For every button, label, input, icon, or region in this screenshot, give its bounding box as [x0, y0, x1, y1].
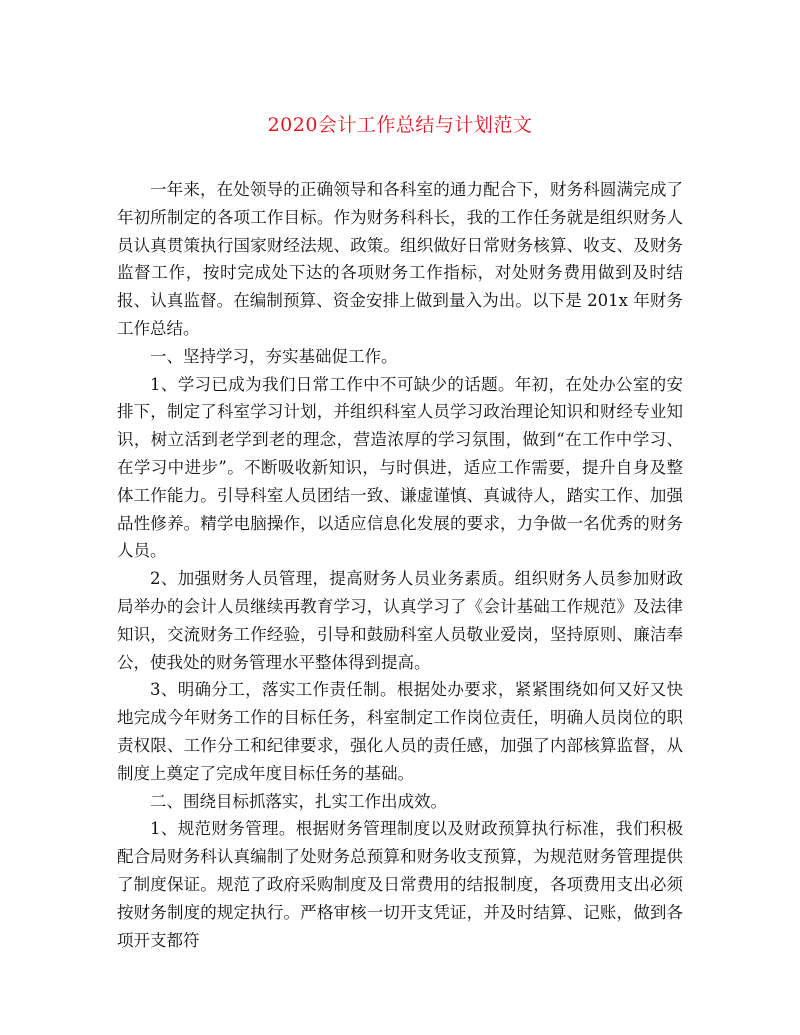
- section-heading-1: 一、坚持学习，夯实基础促工作。: [150, 346, 398, 366]
- paragraph-1-3: 3、明确分工，落实工作责任制。根据处办要求，紧紧围绕如何又好又快地完成今年财务工作的目标任务，科室制定工作岗位责任，明确人员岗位的职责权限、工作分工和纪律要求，强化人员的责任感，加强了内部核算监督，从制度上奠定了完成年度目标任务的基础。: [117, 680, 683, 783]
- document-title: 2020会计工作总结与计划范文: [267, 114, 533, 136]
- paragraph-1-1: 1、学习已成为我们日常工作中不可缺少的话题。年初，在处办公室的安排下，制定了科室学习计划，并组织科室人员学习政治理论知识和财经专业知识，树立活到老学到老的理念，营造浓厚的学习氛围，做到“在工作中学习、在学习中进步”。不断吸收新知识，与时俱进，适应工作需要，提升自身及整体工作能力。引导科室人员团结一致、谦虚谨慎、真诚待人，踏实工作、加强品性修养。精学电脑操作，以适应信息化发展的要求，力争做一名优秀的财务人员。: [117, 374, 683, 561]
- document-body: [117, 176, 683, 954]
- paragraph-intro: 一年来，在处领导的正确领导和各科室的通力配合下，财务科圆满完成了年初所制定的各项工作目标。作为财务科科长，我的工作任务就是组织财务人员认真贯策执行国家财经法规、政策。组织做好日常财务核算、收支、及财务监督工作，按时完成处下达的各项财务工作指标，对处财务费用做到及时结报、认真监督。在编制预算、资金安排上做到量入为出。以下是 201x 年财务工作总结。: [117, 180, 683, 338]
- paragraph-2-1: 1、规范财务管理。根据财务管理制度以及财政预算执行标准，我们积极配合局财务科认真编制了处财务总预算和财务收支预算，为规范财务管理提供了制度保证。规范了政府采购制度及日常费用的结报制度，各项费用支出必须按财务制度的规定执行。严格审核一切开支凭证，并及时结算、记账，做到各项开支都符: [117, 819, 683, 950]
- section-heading-2: 二、围绕目标抓落实，扎实工作出成效。: [150, 791, 447, 811]
- paragraph-1-2: 2、加强财务人员管理，提高财务人员业务素质。组织财务人员参加财政局举办的会计人员继续再教育学习，认真学习了《会计基础工作规范》及法律知识，交流财务工作经验，引导和鼓励科室人员敬业爱岗，坚持原则、廉洁奉公，使我处的财务管理水平整体得到提高。: [117, 569, 683, 672]
